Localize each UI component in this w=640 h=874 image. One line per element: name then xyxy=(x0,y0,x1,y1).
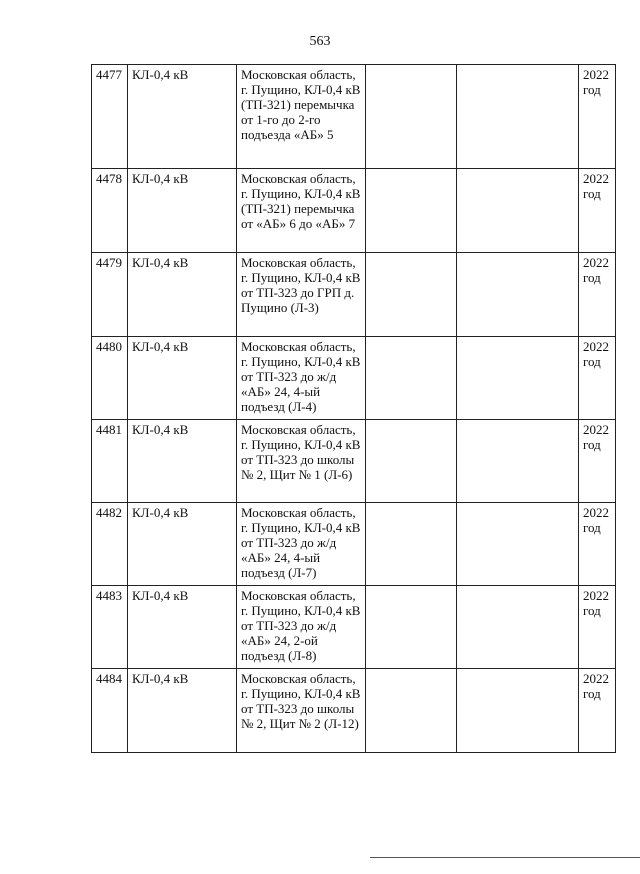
empty-cell xyxy=(366,169,457,253)
empty-cell xyxy=(457,253,579,337)
empty-cell xyxy=(366,253,457,337)
empty-cell xyxy=(366,420,457,503)
empty-cell xyxy=(366,586,457,669)
object-address: Московская область, г. Пущино, КЛ-0,4 кВ от ТП-323 до школы № 2, Щит № 1 (Л-6) xyxy=(237,420,366,503)
object-type: КЛ-0,4 кВ xyxy=(128,65,237,169)
object-address: Московская область, г. Пущино, КЛ-0,4 кВ от ТП-323 до ж/д «АБ» 24, 4-ый подъезд (Л-7) xyxy=(237,503,366,586)
year-cell: 2022 год xyxy=(579,586,616,669)
year-cell: 2022 год xyxy=(579,503,616,586)
table-row xyxy=(92,169,616,253)
year-cell: 2022 год xyxy=(579,65,616,169)
year-cell: 2022 год xyxy=(579,169,616,253)
year-cell: 2022 год xyxy=(579,337,616,420)
object-type: КЛ-0,4 кВ xyxy=(128,253,237,337)
object-type: КЛ-0,4 кВ xyxy=(128,169,237,253)
row-number: 4480 xyxy=(92,337,128,420)
row-number: 4482 xyxy=(92,503,128,586)
object-type: КЛ-0,4 кВ xyxy=(128,420,237,503)
table-row xyxy=(92,253,616,337)
year-cell: 2022 год xyxy=(579,669,616,753)
object-type: КЛ-0,4 кВ xyxy=(128,586,237,669)
table-row xyxy=(92,669,616,753)
empty-cell xyxy=(366,669,457,753)
empty-cell xyxy=(457,169,579,253)
registry-table xyxy=(91,64,616,753)
object-address: Московская область, г. Пущино, КЛ-0,4 кВ от ТП-323 до ж/д «АБ» 24, 2-ой подъезд (Л-8) xyxy=(237,586,366,669)
row-number: 4481 xyxy=(92,420,128,503)
object-type: КЛ-0,4 кВ xyxy=(128,669,237,753)
empty-cell xyxy=(366,65,457,169)
table-row xyxy=(92,420,616,503)
row-number: 4483 xyxy=(92,586,128,669)
bottom-rule xyxy=(370,857,640,858)
object-address: Московская область, г. Пущино, КЛ-0,4 кВ от ТП-323 до ГРП д. Пущино (Л-3) xyxy=(237,253,366,337)
table-row xyxy=(92,503,616,586)
object-address: Московская область, г. Пущино, КЛ-0,4 кВ (ТП-321) перемычка от «АБ» 6 до «АБ» 7 xyxy=(237,169,366,253)
empty-cell xyxy=(457,420,579,503)
year-cell: 2022 год xyxy=(579,253,616,337)
empty-cell xyxy=(457,669,579,753)
table-row xyxy=(92,337,616,420)
row-number: 4484 xyxy=(92,669,128,753)
empty-cell xyxy=(457,337,579,420)
year-cell: 2022 год xyxy=(579,420,616,503)
empty-cell xyxy=(457,586,579,669)
empty-cell xyxy=(366,503,457,586)
table-row xyxy=(92,586,616,669)
row-number: 4477 xyxy=(92,65,128,169)
object-address: Московская область, г. Пущино, КЛ-0,4 кВ от ТП-323 до школы № 2, Щит № 2 (Л-12) xyxy=(237,669,366,753)
page-number: 563 xyxy=(309,34,331,49)
empty-cell xyxy=(457,503,579,586)
object-address: Московская область, г. Пущино, КЛ-0,4 кВ (ТП-321) перемычка от 1-го до 2-го подъезда «АБ» 5 xyxy=(237,65,366,169)
empty-cell xyxy=(366,337,457,420)
empty-cell xyxy=(457,65,579,169)
object-address: Московская область, г. Пущино, КЛ-0,4 кВ от ТП-323 до ж/д «АБ» 24, 4-ый подъезд (Л-4) xyxy=(237,337,366,420)
table-row xyxy=(92,65,616,169)
row-number: 4478 xyxy=(92,169,128,253)
object-type: КЛ-0,4 кВ xyxy=(128,337,237,420)
row-number: 4479 xyxy=(92,253,128,337)
object-type: КЛ-0,4 кВ xyxy=(128,503,237,586)
